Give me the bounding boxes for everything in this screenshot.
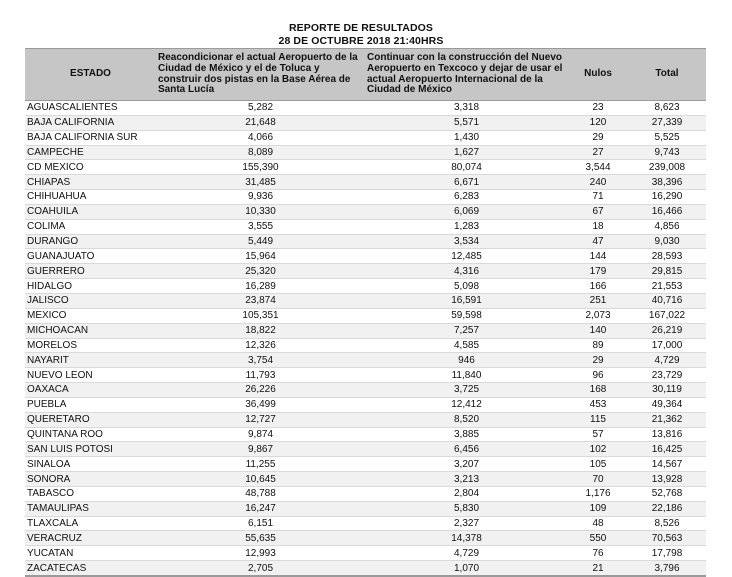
cell-nulos: 179 <box>568 264 628 279</box>
cell-estado: QUINTANA ROO <box>25 427 156 442</box>
cell-total: 23,729 <box>628 368 706 383</box>
cell-estado: OAXACA <box>25 383 156 398</box>
cell-estado: YUCATAN <box>25 546 156 561</box>
cell-estado: AGUASCALIENTES <box>25 101 156 116</box>
cell-total: 22,186 <box>628 501 706 516</box>
cell-option-santa-lucia: 105,351 <box>156 308 365 323</box>
cell-estado: COLIMA <box>25 219 156 234</box>
header-row <box>25 49 706 101</box>
cell-nulos: 76 <box>568 546 628 561</box>
table-row <box>25 561 706 576</box>
cell-option-santa-lucia: 16,247 <box>156 501 365 516</box>
cell-nulos: 3,544 <box>568 160 628 175</box>
cell-total: 26,219 <box>628 323 706 338</box>
cell-option-santa-lucia: 11,255 <box>156 457 365 472</box>
cell-nulos: 29 <box>568 353 628 368</box>
cell-estado: BAJA CALIFORNIA SUR <box>25 130 156 145</box>
report-title: REPORTE DE RESULTADOS <box>288 22 434 34</box>
table-row <box>25 308 706 323</box>
cell-option-santa-lucia: 6,151 <box>156 516 365 531</box>
cell-option-santa-lucia: 10,645 <box>156 472 365 487</box>
table-row <box>25 442 706 457</box>
cell-total: 49,364 <box>628 397 706 412</box>
cell-nulos: 102 <box>568 442 628 457</box>
cell-option-texcoco: 5,830 <box>365 501 568 516</box>
cell-total: 52,768 <box>628 486 706 501</box>
cell-option-texcoco: 59,598 <box>365 308 568 323</box>
cell-estado: NUEVO LEON <box>25 368 156 383</box>
table-row <box>25 427 706 442</box>
cell-estado: DURANGO <box>25 234 156 249</box>
table-row <box>25 115 706 130</box>
cell-nulos: 27 <box>568 145 628 160</box>
table-row <box>25 293 706 308</box>
cell-total: 38,396 <box>628 175 706 190</box>
cell-option-texcoco: 5,098 <box>365 279 568 294</box>
cell-option-santa-lucia: 8,089 <box>156 145 365 160</box>
cell-nulos: 29 <box>568 130 628 145</box>
cell-option-santa-lucia: 3,555 <box>156 219 365 234</box>
cell-option-texcoco: 6,283 <box>365 190 568 205</box>
cell-nulos: 144 <box>568 249 628 264</box>
cell-nulos: 120 <box>568 115 628 130</box>
cell-nulos: 18 <box>568 219 628 234</box>
table-row <box>25 145 706 160</box>
cell-nulos: 140 <box>568 323 628 338</box>
table-header <box>25 49 706 101</box>
table-row <box>25 279 706 294</box>
cell-total: 167,022 <box>628 308 706 323</box>
cell-total: 239,008 <box>628 160 706 175</box>
cell-option-santa-lucia: 3,754 <box>156 353 365 368</box>
table-row <box>25 264 706 279</box>
cell-nulos: 70 <box>568 472 628 487</box>
cell-estado: SONORA <box>25 472 156 487</box>
cell-total: 9,743 <box>628 145 706 160</box>
cell-nulos: 115 <box>568 412 628 427</box>
table-row <box>25 516 706 531</box>
cell-estado: ZACATECAS <box>25 561 156 576</box>
table-row <box>25 368 706 383</box>
cell-option-texcoco: 2,327 <box>365 516 568 531</box>
cell-estado: GUANAJUATO <box>25 249 156 264</box>
cell-estado: JALISCO <box>25 293 156 308</box>
cell-option-santa-lucia: 55,635 <box>156 531 365 546</box>
cell-option-santa-lucia: 16,289 <box>156 279 365 294</box>
cell-option-texcoco: 946 <box>365 353 568 368</box>
table-row <box>25 101 706 116</box>
table-row <box>25 501 706 516</box>
cell-option-santa-lucia: 10,330 <box>156 204 365 219</box>
cell-total: 70,563 <box>628 531 706 546</box>
table-row <box>25 486 706 501</box>
cell-total: 4,729 <box>628 353 706 368</box>
cell-estado: MORELOS <box>25 338 156 353</box>
cell-total: 4,856 <box>628 219 706 234</box>
table-row <box>25 204 706 219</box>
cell-total: 5,525 <box>628 130 706 145</box>
cell-total: 8,623 <box>628 101 706 116</box>
cell-option-santa-lucia: 21,648 <box>156 115 365 130</box>
table-row <box>25 338 706 353</box>
cell-estado: SINALOA <box>25 457 156 472</box>
cell-option-texcoco: 16,591 <box>365 293 568 308</box>
table-row <box>25 190 706 205</box>
cell-total: 8,526 <box>628 516 706 531</box>
table-row <box>25 472 706 487</box>
cell-estado: NAYARIT <box>25 353 156 368</box>
cell-option-texcoco: 4,729 <box>365 546 568 561</box>
cell-option-texcoco: 1,070 <box>365 561 568 576</box>
cell-total: 13,928 <box>628 472 706 487</box>
header-estado: ESTADO <box>25 49 156 101</box>
cell-nulos: 21 <box>568 561 628 576</box>
cell-option-texcoco: 3,207 <box>365 457 568 472</box>
cell-total: 30,119 <box>628 383 706 398</box>
cell-option-texcoco: 80,074 <box>365 160 568 175</box>
cell-nulos: 57 <box>568 427 628 442</box>
cell-option-texcoco: 3,885 <box>365 427 568 442</box>
cell-option-texcoco: 11,840 <box>365 368 568 383</box>
cell-total: 29,815 <box>628 264 706 279</box>
cell-nulos: 166 <box>568 279 628 294</box>
header-nulos: Nulos <box>568 49 628 101</box>
cell-total: 28,593 <box>628 249 706 264</box>
cell-nulos: 550 <box>568 531 628 546</box>
cell-estado: CAMPECHE <box>25 145 156 160</box>
cell-option-santa-lucia: 36,499 <box>156 397 365 412</box>
cell-option-texcoco: 7,257 <box>365 323 568 338</box>
table-row <box>25 234 706 249</box>
cell-total: 16,290 <box>628 190 706 205</box>
cell-nulos: 89 <box>568 338 628 353</box>
table-row <box>25 249 706 264</box>
cell-option-santa-lucia: 5,449 <box>156 234 365 249</box>
table-body <box>25 101 706 577</box>
cell-option-santa-lucia: 12,326 <box>156 338 365 353</box>
cell-option-santa-lucia: 23,874 <box>156 293 365 308</box>
table-row <box>25 353 706 368</box>
cell-option-santa-lucia: 12,727 <box>156 412 365 427</box>
cell-nulos: 67 <box>568 204 628 219</box>
table-row <box>25 219 706 234</box>
results-table <box>25 48 706 577</box>
cell-option-santa-lucia: 5,282 <box>156 101 365 116</box>
cell-option-santa-lucia: 15,964 <box>156 249 365 264</box>
cell-option-texcoco: 8,520 <box>365 412 568 427</box>
cell-nulos: 96 <box>568 368 628 383</box>
table-row <box>25 160 706 175</box>
cell-nulos: 47 <box>568 234 628 249</box>
cell-total: 21,553 <box>628 279 706 294</box>
cell-option-texcoco: 3,725 <box>365 383 568 398</box>
cell-nulos: 48 <box>568 516 628 531</box>
cell-option-santa-lucia: 4,066 <box>156 130 365 145</box>
cell-nulos: 1,176 <box>568 486 628 501</box>
table-row <box>25 130 706 145</box>
cell-nulos: 2,073 <box>568 308 628 323</box>
cell-estado: GUERRERO <box>25 264 156 279</box>
cell-total: 27,339 <box>628 115 706 130</box>
table-row <box>25 383 706 398</box>
cell-estado: CHIHUAHUA <box>25 190 156 205</box>
table-row <box>25 397 706 412</box>
cell-estado: CD MEXICO <box>25 160 156 175</box>
cell-estado: BAJA CALIFORNIA <box>25 115 156 130</box>
cell-estado: PUEBLA <box>25 397 156 412</box>
cell-nulos: 71 <box>568 190 628 205</box>
cell-option-santa-lucia: 155,390 <box>156 160 365 175</box>
cell-nulos: 251 <box>568 293 628 308</box>
cell-option-texcoco: 1,430 <box>365 130 568 145</box>
table-row <box>25 412 706 427</box>
cell-estado: VERACRUZ <box>25 531 156 546</box>
cell-estado: MEXICO <box>25 308 156 323</box>
cell-total: 16,466 <box>628 204 706 219</box>
cell-option-texcoco: 1,627 <box>365 145 568 160</box>
cell-estado: CHIAPAS <box>25 175 156 190</box>
report-header <box>0 22 732 48</box>
header-total: Total <box>628 49 706 101</box>
cell-estado: MICHOACAN <box>25 323 156 338</box>
cell-estado: TLAXCALA <box>25 516 156 531</box>
cell-nulos: 23 <box>568 101 628 116</box>
cell-option-texcoco: 6,671 <box>365 175 568 190</box>
cell-option-texcoco: 5,571 <box>365 115 568 130</box>
cell-option-santa-lucia: 9,936 <box>156 190 365 205</box>
table-row <box>25 457 706 472</box>
cell-option-santa-lucia: 11,793 <box>156 368 365 383</box>
header-option-texcoco: Continuar con la construcción del Nuevo Aeropuerto en Texcoco y dejar de usar el actual Aeropuerto Internacional de la Ciudad de México <box>365 49 568 101</box>
cell-option-santa-lucia: 9,867 <box>156 442 365 457</box>
cell-option-texcoco: 6,456 <box>365 442 568 457</box>
cell-total: 16,425 <box>628 442 706 457</box>
cell-option-texcoco: 3,534 <box>365 234 568 249</box>
cell-option-santa-lucia: 31,485 <box>156 175 365 190</box>
cell-option-texcoco: 12,412 <box>365 397 568 412</box>
cell-total: 17,798 <box>628 546 706 561</box>
cell-nulos: 109 <box>568 501 628 516</box>
cell-option-texcoco: 3,213 <box>365 472 568 487</box>
cell-total: 14,567 <box>628 457 706 472</box>
cell-total: 17,000 <box>628 338 706 353</box>
cell-nulos: 105 <box>568 457 628 472</box>
cell-option-texcoco: 3,318 <box>365 101 568 116</box>
cell-option-texcoco: 4,585 <box>365 338 568 353</box>
cell-nulos: 240 <box>568 175 628 190</box>
cell-estado: COAHUILA <box>25 204 156 219</box>
cell-option-texcoco: 6,069 <box>365 204 568 219</box>
cell-estado: QUERETARO <box>25 412 156 427</box>
cell-option-santa-lucia: 26,226 <box>156 383 365 398</box>
cell-total: 3,796 <box>628 561 706 576</box>
cell-option-santa-lucia: 2,705 <box>156 561 365 576</box>
cell-nulos: 168 <box>568 383 628 398</box>
table-row <box>25 175 706 190</box>
cell-option-santa-lucia: 25,320 <box>156 264 365 279</box>
cell-option-santa-lucia: 18,822 <box>156 323 365 338</box>
cell-total: 40,716 <box>628 293 706 308</box>
cell-option-texcoco: 1,283 <box>365 219 568 234</box>
cell-estado: TAMAULIPAS <box>25 501 156 516</box>
cell-nulos: 453 <box>568 397 628 412</box>
cell-option-texcoco: 14,378 <box>365 531 568 546</box>
cell-option-santa-lucia: 9,874 <box>156 427 365 442</box>
cell-total: 21,362 <box>628 412 706 427</box>
table-row <box>25 531 706 546</box>
report-subtitle: 28 DE OCTUBRE 2018 21:40HRS <box>278 35 444 47</box>
cell-estado: SAN LUIS POTOSI <box>25 442 156 457</box>
cell-option-santa-lucia: 48,788 <box>156 486 365 501</box>
cell-total: 13,816 <box>628 427 706 442</box>
header-option-santa-lucia: Reacondicionar el actual Aeropuerto de la Ciudad de México y el de Toluca y construir dos pistas en la Base Aérea de Santa Lucía <box>156 49 365 101</box>
table-row <box>25 546 706 561</box>
cell-option-texcoco: 4,316 <box>365 264 568 279</box>
cell-option-texcoco: 2,804 <box>365 486 568 501</box>
table-row <box>25 323 706 338</box>
cell-estado: TABASCO <box>25 486 156 501</box>
cell-total: 9,030 <box>628 234 706 249</box>
cell-option-texcoco: 12,485 <box>365 249 568 264</box>
cell-estado: HIDALGO <box>25 279 156 294</box>
cell-option-santa-lucia: 12,993 <box>156 546 365 561</box>
